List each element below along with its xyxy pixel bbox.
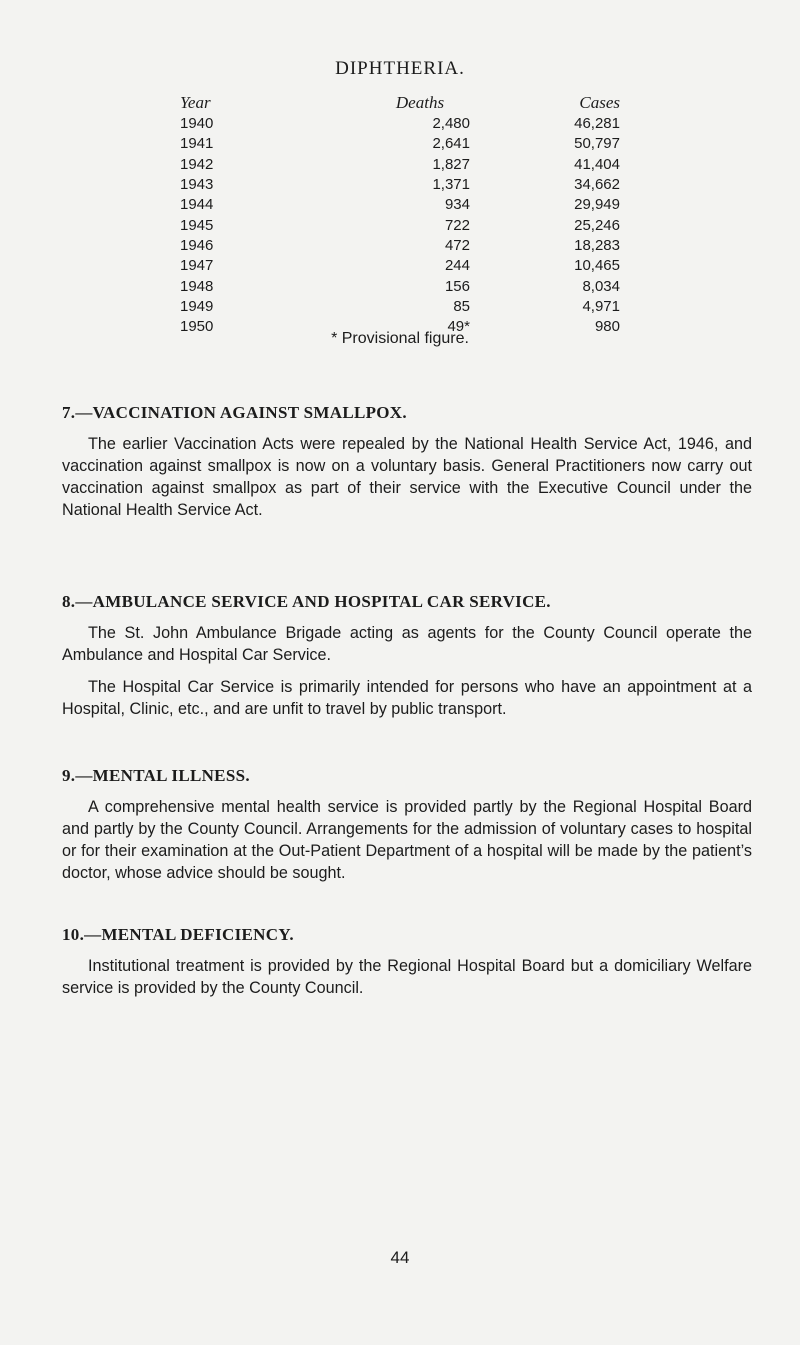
deaths-cell: 472 [444,236,470,254]
cases-cell: 34,662 [574,176,620,194]
deaths-header: Deaths [395,93,445,112]
cases-cell: 29,949 [574,196,620,214]
section-vaccination [62,403,752,531]
table-footnote: * Provisional figure. [331,330,469,347]
table-row [180,236,620,256]
deaths-cell: 1,827 [432,155,470,173]
cases-cell: 10,465 [574,257,620,275]
table-row [180,256,620,276]
section-mental-illness [62,766,752,894]
section-paragraph: The Hospital Car Service is primarily intended for persons who have an appointment at a Hospital, Clinic, etc., and are unfit to travel by public transport. [62,678,752,718]
year-header: Year [180,93,211,112]
section-ambulance [62,592,752,730]
section-heading: 8.—AMBULANCE SERVICE AND HOSPITAL CAR SERVICE. [62,592,551,611]
deaths-cell: 934 [444,196,470,214]
table-row [180,155,620,175]
table-row [180,114,620,134]
section-heading: 7.—VACCINATION AGAINST SMALLPOX. [62,403,407,422]
year-cell: 1941 [180,135,214,153]
section-paragraph: A comprehensive mental health service is provided partly by the Regional Hospital Board and partly by the County Council. Arrangements for the admission of voluntary cases to hospital or for their examination at the Out-Patient Department of a hospital will be made by the patient’s doctor, whose advice should be sought. [62,798,752,882]
deaths-cell: 85 [453,297,470,315]
table-row [180,195,620,215]
year-cell: 1945 [180,216,214,234]
year-cell: 1943 [180,176,214,194]
year-cell: 1947 [180,257,214,275]
cases-cell: 50,797 [574,135,620,153]
section-paragraph: The earlier Vaccination Acts were repealed by the National Health Service Act, 1946, and vaccination against smallpox is now on a voluntary basis. General Practitioners now carry out vaccination against smallpox as part of their service with the Executive Council under the National Health Service Act. [62,435,752,519]
table-row [180,276,620,296]
table-row [180,297,620,317]
deaths-cell: 2,641 [432,135,470,153]
year-cell: 1950 [180,318,214,336]
cases-cell: 980 [594,318,620,336]
year-cell: 1946 [180,236,214,254]
page-number: 44 [390,1248,410,1267]
section-mental-deficiency [62,925,752,1009]
deaths-cell: 1,371 [432,176,470,194]
table-row [180,175,620,195]
cases-cell: 4,971 [582,297,620,315]
section-heading: 10.—MENTAL DEFICIENCY. [62,925,294,944]
deaths-cell: 244 [444,257,470,275]
cases-cell: 41,404 [574,155,620,173]
section-paragraph: Institutional treatment is provided by the Regional Hospital Board but a domiciliary Welfare service is provided by the County Council. [62,957,752,997]
year-cell: 1948 [180,277,214,295]
table-row [180,134,620,154]
year-cell: 1942 [180,155,214,173]
deaths-cell: 722 [444,216,470,234]
table-row [180,215,620,235]
cases-cell: 8,034 [582,277,620,295]
cases-cell: 18,283 [574,236,620,254]
cases-cell: 25,246 [574,216,620,234]
year-cell: 1944 [180,196,214,214]
deaths-cell: 2,480 [432,115,470,133]
cases-cell: 46,281 [574,115,620,133]
year-cell: 1940 [180,115,214,133]
year-cell: 1949 [180,297,214,315]
diphtheria-table [180,92,620,337]
section-paragraph: The St. John Ambulance Brigade acting as agents for the County Council operate the Ambulance and Hospital Car Service. [62,624,752,664]
cases-header: Cases [579,93,620,112]
section-heading: 9.—MENTAL ILLNESS. [62,766,250,785]
table-title: DIPHTHERIA. [335,58,465,79]
deaths-cell: 49* [447,318,470,336]
deaths-cell: 156 [444,277,470,295]
table-header-row [180,92,620,114]
